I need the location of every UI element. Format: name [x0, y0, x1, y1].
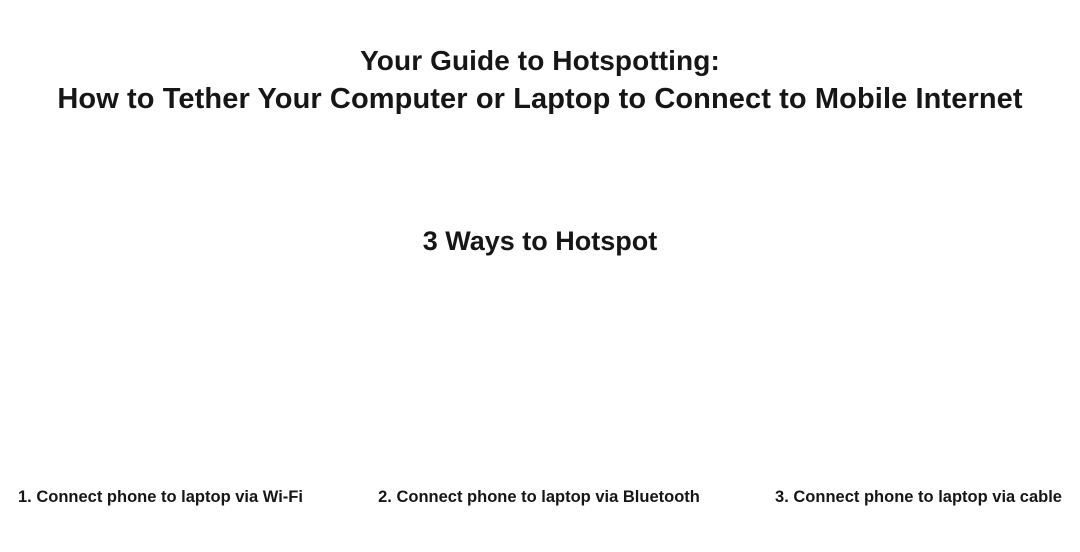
section-subtitle: 3 Ways to Hotspot — [422, 226, 658, 256]
title-line-1: Your Guide to Hotspotting: — [360, 45, 720, 76]
step-item-3: 3. Connect phone to laptop via cable — [775, 488, 1062, 506]
step-item-2: 2. Connect phone to laptop via Bluetooth — [378, 488, 700, 506]
page-title — [0, 42, 1080, 118]
title-line-2: How to Tether Your Computer or Laptop to Connect to Mobile Internet — [57, 83, 1023, 115]
step-item-1: 1. Connect phone to laptop via Wi-Fi — [18, 488, 303, 506]
steps-row — [0, 486, 1080, 508]
